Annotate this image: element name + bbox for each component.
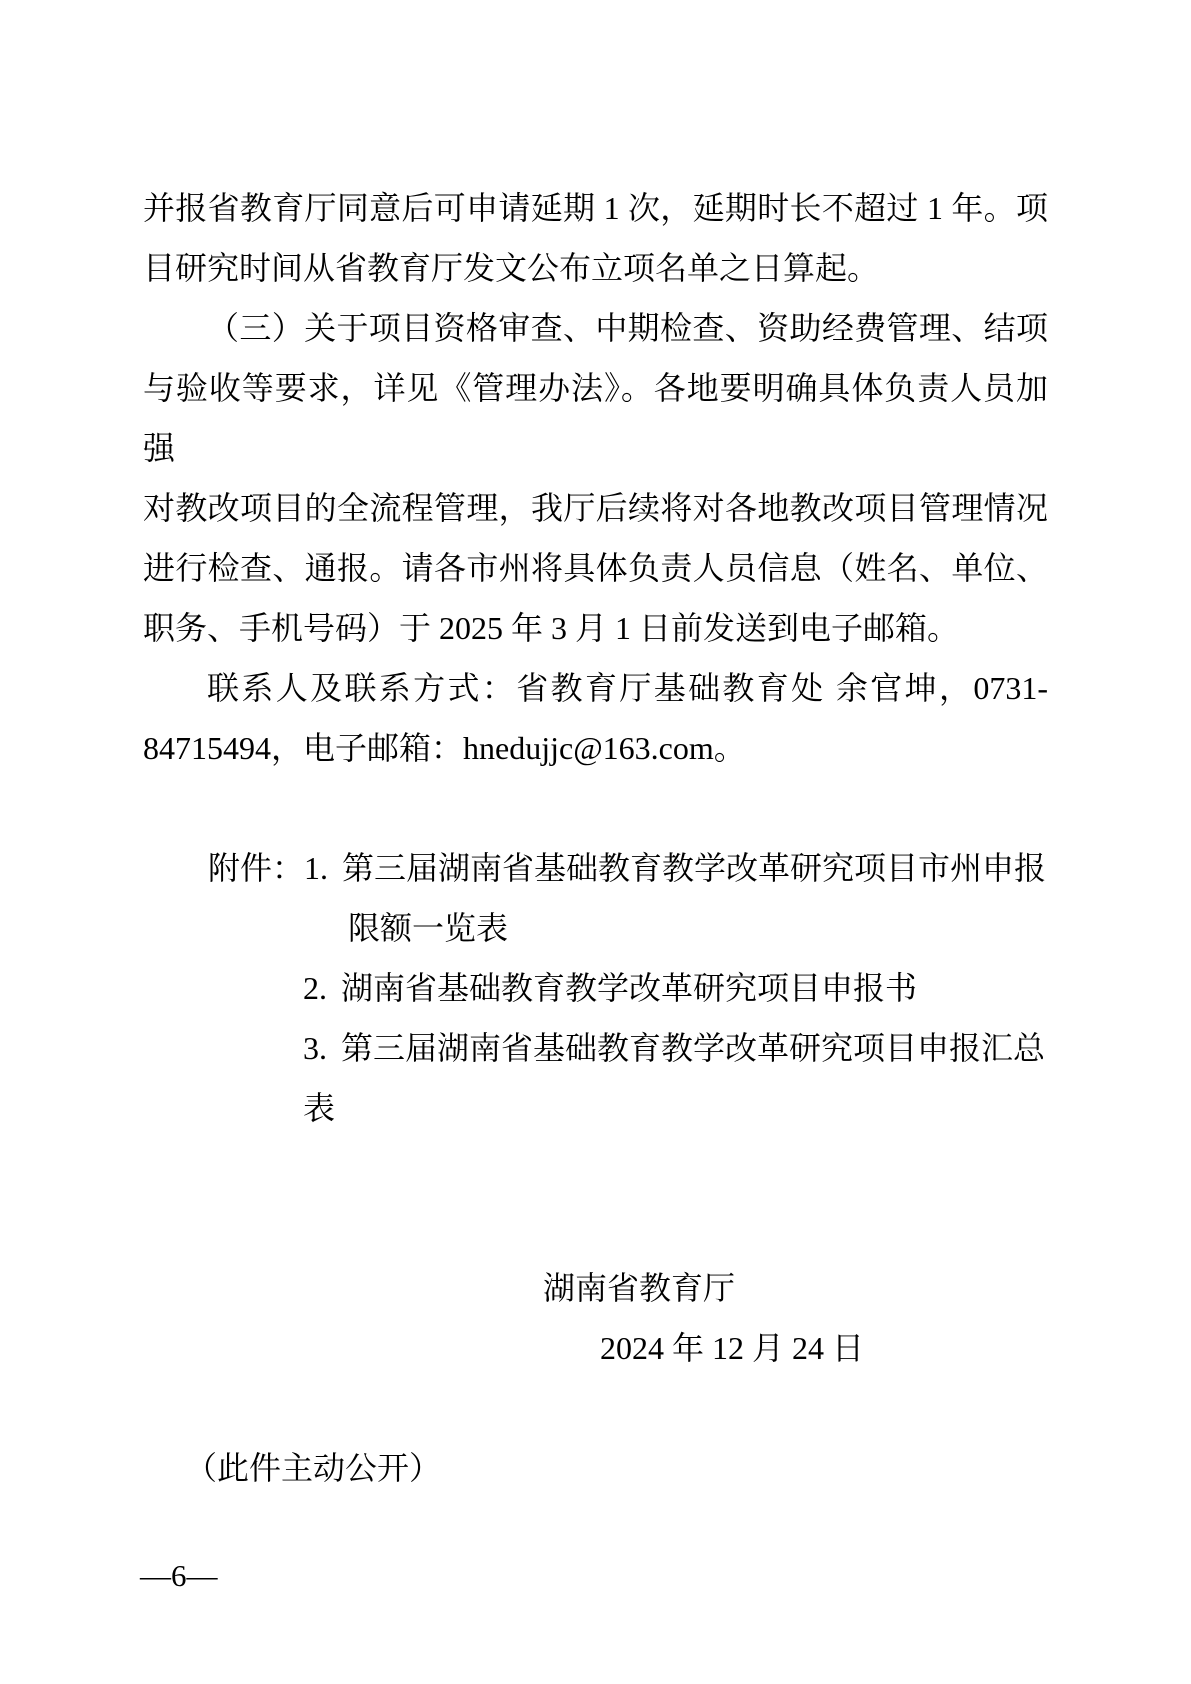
attachment-item-number: 3. [303, 1030, 327, 1066]
attachment-item-text: 第三届湖南省基础教育教学改革研究项目申报汇总表 [303, 1030, 1046, 1126]
attachments-list [143, 838, 1048, 1138]
issue-date: 2024 年 12 月 24 日 [600, 1330, 865, 1366]
body-text-line: 与验收等要求，详见《管理办法》。各地要明确具体负责人员加强 [143, 370, 1048, 466]
contact-info-line: 联系人及联系方式：省教育厅基础教育处 余官坤，0731- [207, 670, 1048, 706]
attachment-item [143, 838, 1048, 898]
attachment-item-text: 湖南省基础教育教学改革研究项目申报书 [341, 970, 918, 1006]
attachment-item-text: 第三届湖南省基础教育教学改革研究项目市州申报 [342, 850, 1047, 886]
attachment-item-continuation: 限额一览表 [348, 910, 509, 946]
disclosure-note: （此件主动公开） [185, 1450, 442, 1486]
signature-block [143, 1258, 1048, 1378]
body-text-line: 并报省教育厅同意后可申请延期 1 次，延期时长不超过 1 年。项 [143, 190, 1048, 226]
body-text-line: 进行检查、通报。请各市州将具体负责人员信息（姓名、单位、 [143, 550, 1048, 586]
attachments-label: 附件： [208, 850, 305, 886]
attachment-item-number: 1. [304, 850, 329, 886]
contact-info-line: 84715494，电子邮箱：hnedujjc@163.com。 [143, 730, 746, 766]
attachment-item-number: 2. [303, 970, 327, 1006]
page-number: —6— [140, 1558, 218, 1593]
body-text-line: （三）关于项目资格审查、中期检查、资助经费管理、结项 [207, 310, 1048, 346]
attachment-item [143, 958, 1048, 1018]
body-text-line: 职务、手机号码）于 2025 年 3 月 1 日前发送到电子邮箱。 [143, 610, 960, 646]
body-text-line: 目研究时间从省教育厅发文公布立项名单之日算起。 [143, 250, 880, 286]
issuing-authority: 湖南省教育厅 [543, 1270, 736, 1306]
attachment-item [143, 1018, 1048, 1138]
disclosure-note-row [143, 1438, 1048, 1498]
body-text-line: 对教改项目的全流程管理，我厅后续将对各地教改项目管理情况 [143, 490, 1048, 526]
